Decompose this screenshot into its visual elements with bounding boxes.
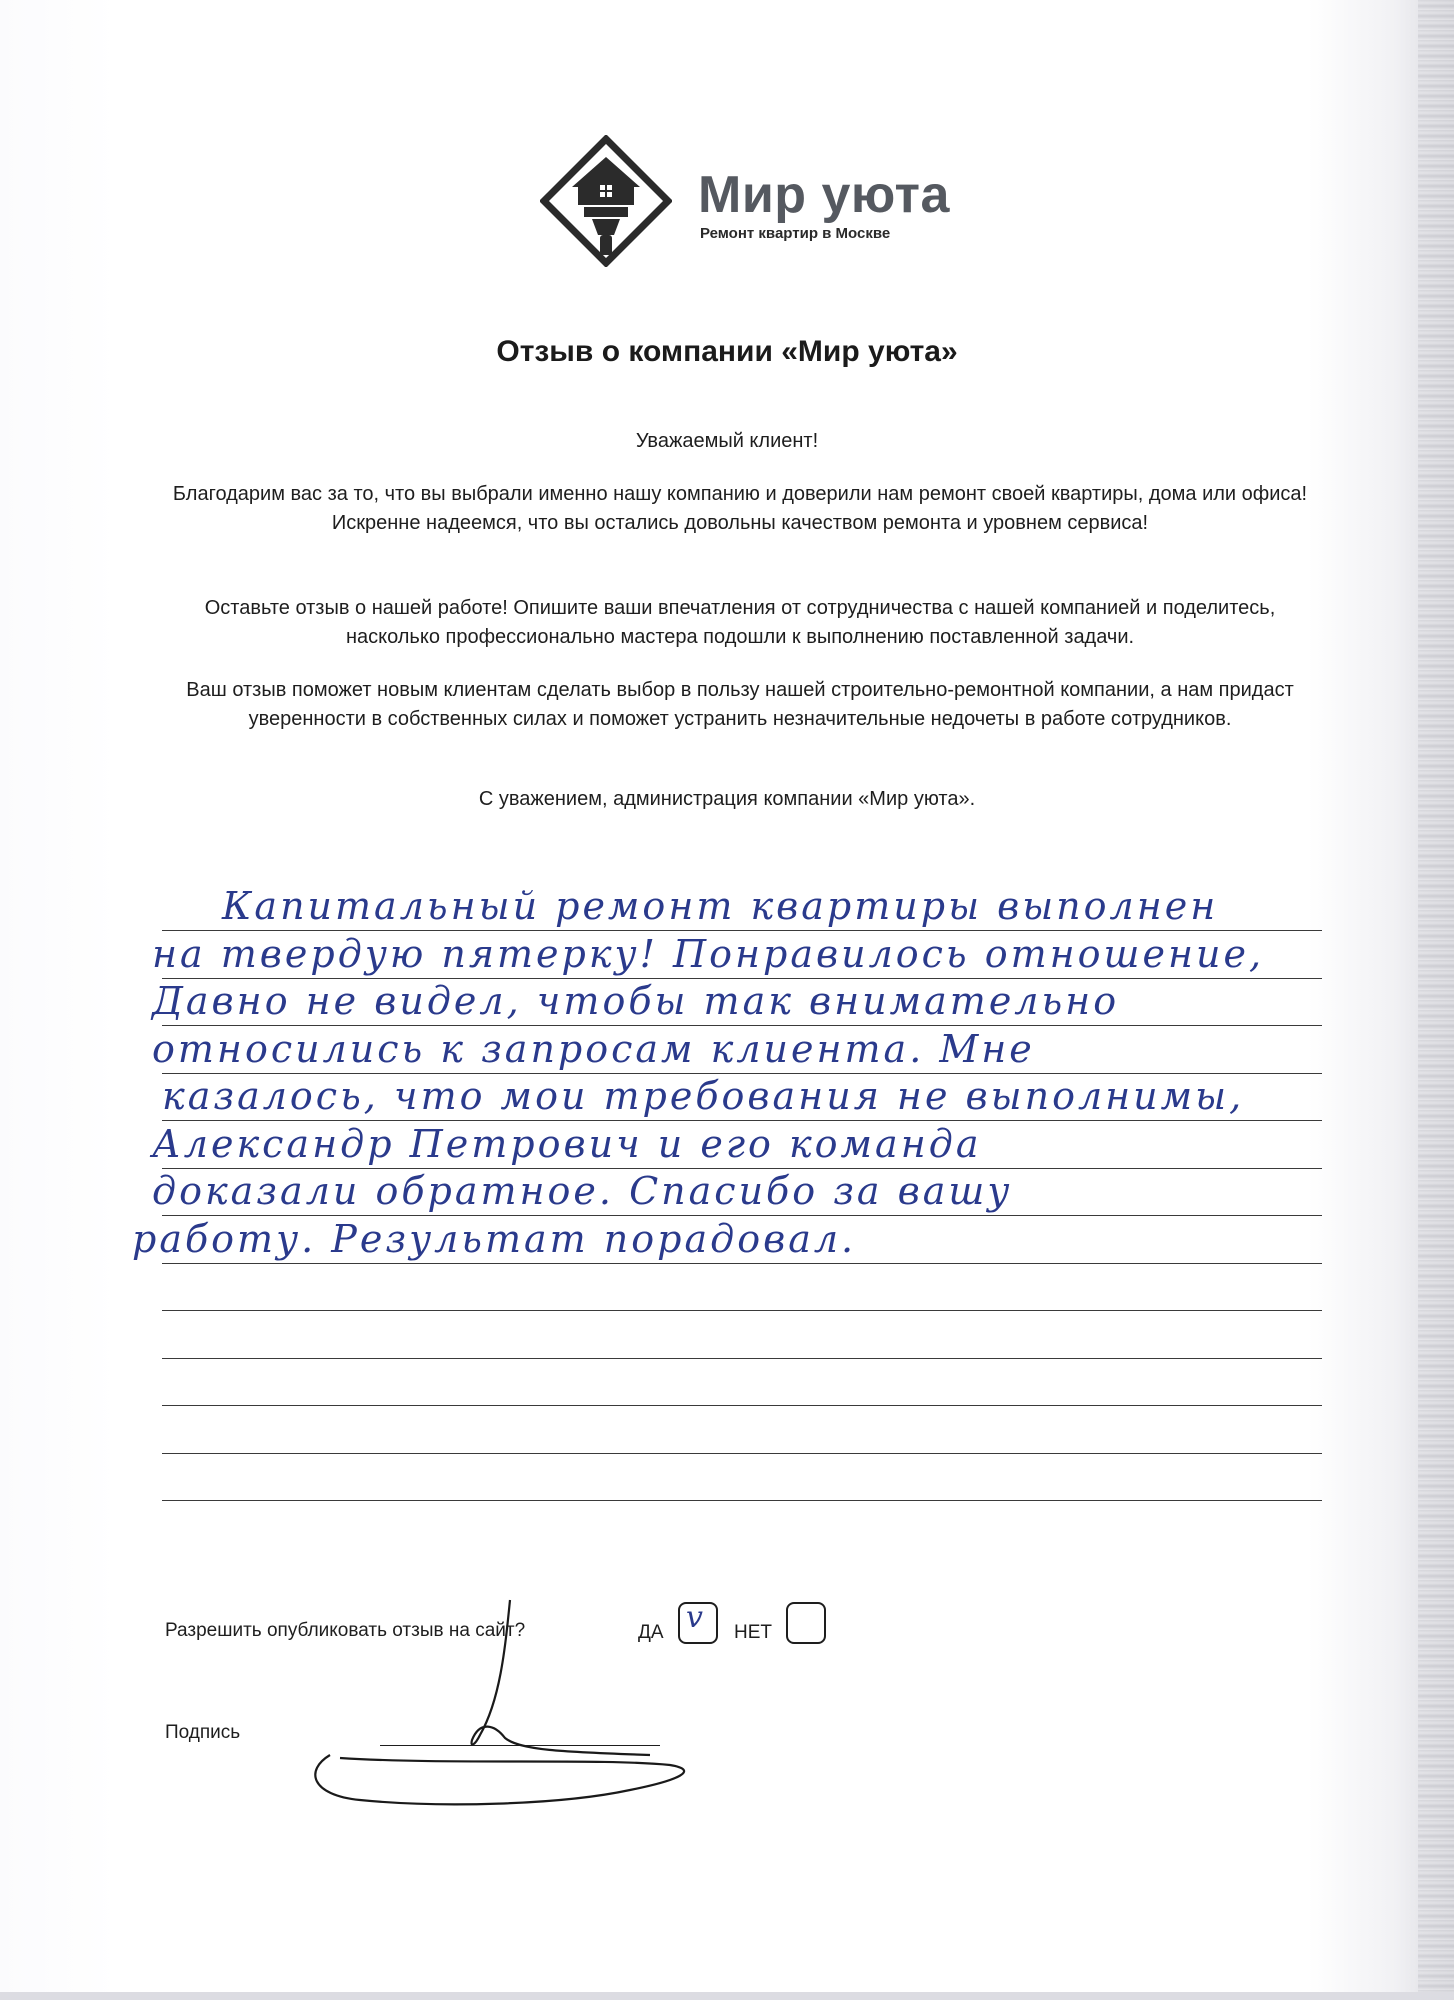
- handwritten-review-line: работу. Результат порадовал.: [132, 1217, 857, 1261]
- ruled-line: [162, 1263, 1322, 1264]
- ruled-line: [162, 930, 1322, 931]
- request-paragraph: Оставьте отзыв о нашей работе! Опишите ваши впечатления от сотрудничества с нашей компанией и поделитесь, насколько профессионально мастера подошли к выполнению поставленной задачи.: [204, 597, 1276, 648]
- yes-checkmark: v: [686, 1600, 703, 1635]
- ruled-line: [162, 1358, 1322, 1359]
- scan-edge: [1418, 0, 1454, 2000]
- publish-question: Разрешить опубликовать отзыв на сайт?: [165, 1620, 526, 1641]
- yes-label: ДА: [638, 1622, 664, 1643]
- scan-bottom-edge: [0, 1992, 1454, 2000]
- handwritten-review-line: на твердую пятерку! Понравилось отношение,: [152, 932, 1265, 976]
- page-title: Отзыв о компании «Мир уюта»: [496, 335, 958, 368]
- company-name: Мир уюта: [698, 166, 950, 224]
- ruled-line: [162, 1120, 1322, 1121]
- signature-label: Подпись: [165, 1722, 241, 1743]
- closing-text: С уважением, администрация компании «Мир уюта».: [478, 788, 976, 810]
- purpose-paragraph: Ваш отзыв поможет новым клиентам сделать выбор в пользу нашей строительно-ремонтной компании, а нам придаст уверенности в собственных силах и поможет устранить незначительные недочеты в работе сотрудников.: [186, 679, 1294, 730]
- ruled-line: [162, 1310, 1322, 1311]
- intro-paragraph: Благодарим вас за то, что вы выбрали именно нашу компанию и доверили нам ремонт своей квартиры, дома или офиса! Искренне надеемся, что вы остались довольны качеством ремонта и уровнем сервиса!: [172, 483, 1308, 534]
- no-checkbox[interactable]: [786, 1602, 826, 1644]
- ruled-line: [162, 1453, 1322, 1454]
- ruled-line: [162, 1215, 1322, 1216]
- ruled-line: [162, 1500, 1322, 1501]
- handwritten-review-line: казалось, что мои требования не выполнимы,: [162, 1074, 1245, 1118]
- signature-mark: [300, 1590, 720, 1840]
- ruled-line: [162, 1025, 1322, 1026]
- company-tagline: Ремонт квартир в Москве: [700, 225, 891, 242]
- house-brush-logo-icon: [540, 135, 672, 267]
- ruled-line: [162, 1405, 1322, 1406]
- handwritten-review-line: Капитальный ремонт квартиры выполнен: [222, 884, 1219, 928]
- handwritten-review-line: доказали обратное. Спасибо за вашу: [152, 1169, 1013, 1213]
- handwritten-review-line: Александр Петрович и его команда: [152, 1122, 982, 1166]
- handwritten-review-line: Давно не видел, чтобы так внимательно: [152, 979, 1120, 1023]
- no-label: НЕТ: [734, 1622, 772, 1643]
- greeting: Уважаемый клиент!: [635, 430, 819, 452]
- company-logo: [540, 135, 960, 275]
- handwritten-review-line: относились к запросам клиента. Мне: [152, 1027, 1035, 1071]
